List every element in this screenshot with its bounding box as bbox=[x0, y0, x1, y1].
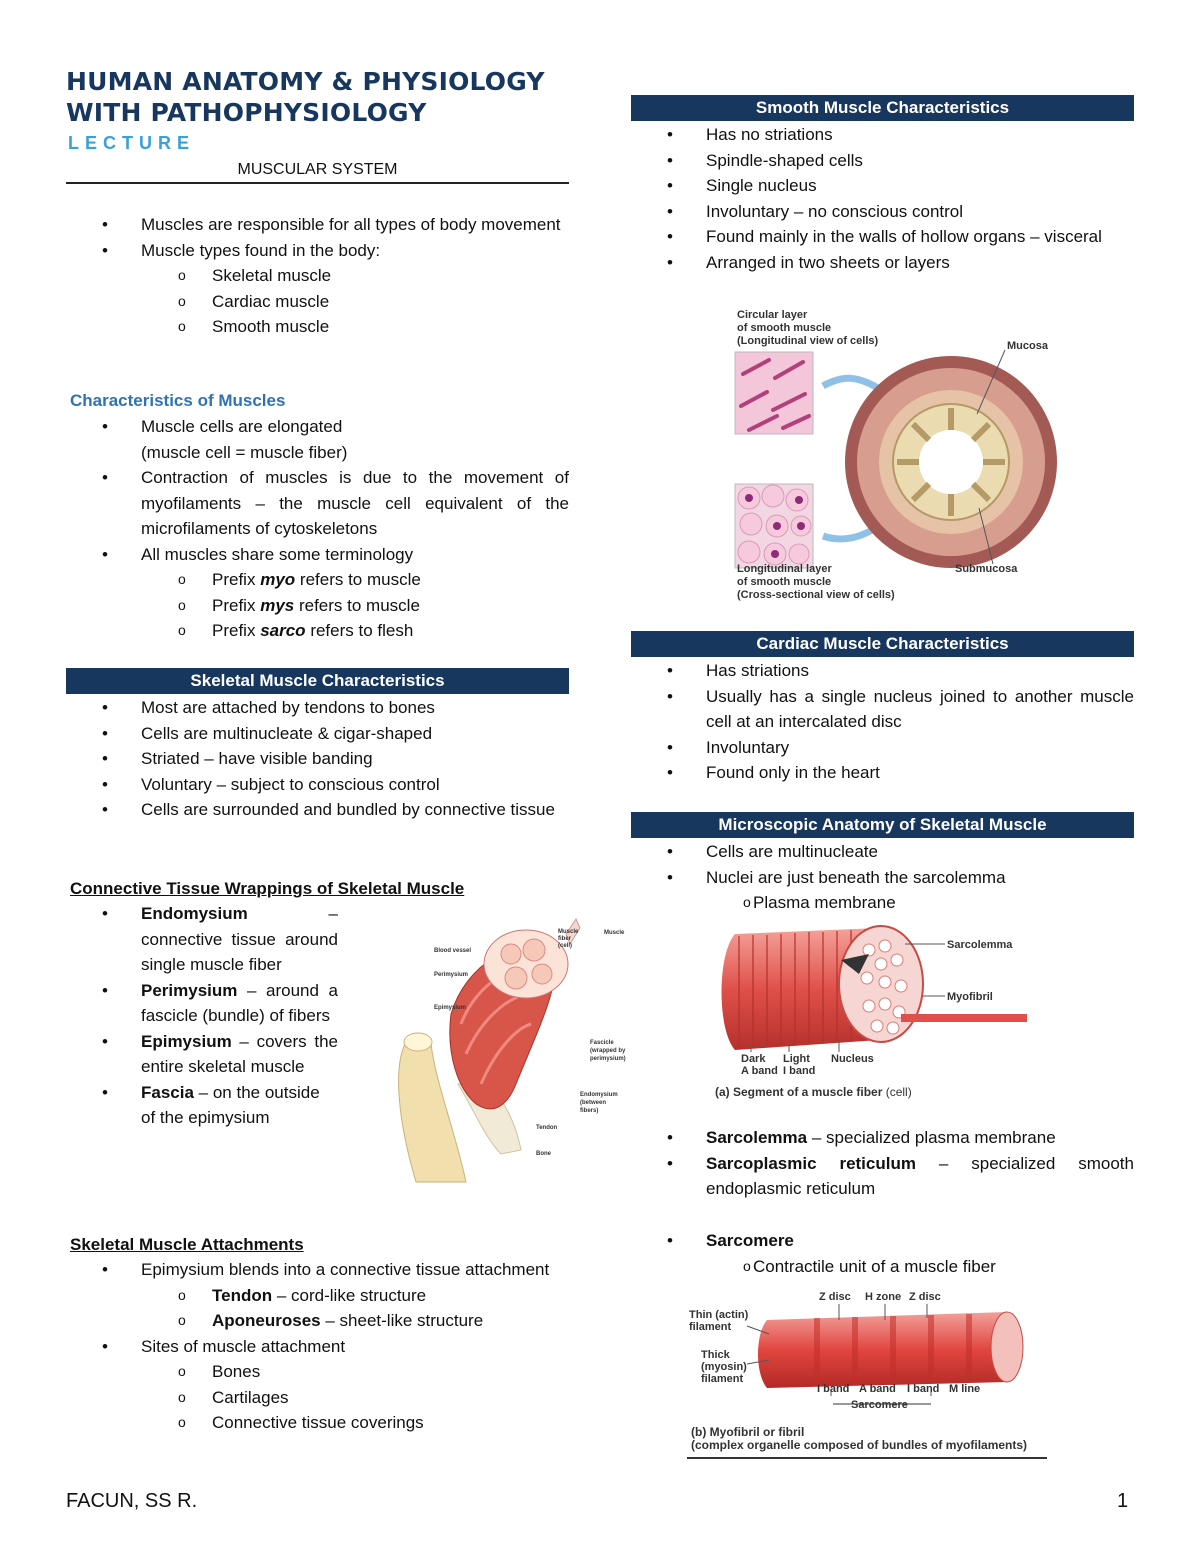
list-item: • Usually has a single nucleus joined to another muscle cell at an intercalated disc bbox=[631, 684, 1134, 735]
list-item: • Sarcoplasmic reticulum – specialized smooth endoplasmic reticulum bbox=[631, 1151, 1134, 1202]
title-line-2: WITH PATHOPHYSIOLOGY bbox=[66, 98, 427, 127]
sub-list-item: o Prefix sarco refers to flesh bbox=[66, 618, 569, 644]
micro-list bbox=[631, 839, 1134, 916]
list-item: • Cells are multinucleate bbox=[631, 839, 1134, 865]
label-endomysium: Endomysium bbox=[580, 1092, 618, 1098]
label-thick-filament-3: filament bbox=[701, 1373, 744, 1385]
list-item: • Single nucleus bbox=[631, 173, 1134, 199]
attachments-heading: Skeletal Muscle Attachments bbox=[70, 1235, 304, 1254]
sub-list-item: o Aponeuroses – sheet-like structure bbox=[66, 1308, 569, 1334]
list-item: • Epimysium – covers the entire skeletal muscle bbox=[66, 1029, 338, 1080]
list-item: • Fascia – on the outside of the epimysium bbox=[66, 1080, 338, 1131]
label-thick-filament: Thick bbox=[701, 1349, 730, 1361]
myofibril-figure bbox=[687, 1286, 1047, 1462]
sub-list-item: o Prefix myo refers to muscle bbox=[66, 567, 569, 593]
sub-list-item: o Tendon – cord-like structure bbox=[66, 1283, 569, 1309]
fiber-caption: (a) Segment of a muscle fiber (cell) bbox=[715, 1085, 912, 1099]
label-i-band: I band bbox=[783, 1065, 816, 1077]
myofibril-end bbox=[991, 1312, 1023, 1382]
label-longitudinal-layer-3: (Cross-sectional view of cells) bbox=[737, 589, 895, 601]
label-z-disc-1: Z disc bbox=[819, 1291, 851, 1303]
title-rule bbox=[66, 182, 569, 184]
list-item: • Muscle types found in the body: bbox=[66, 238, 569, 264]
list-item: • Found mainly in the walls of hollow organs – visceral bbox=[631, 224, 1134, 250]
list-item: • Sarcolemma – specialized plasma membrane bbox=[631, 1125, 1134, 1151]
list-item: • Muscles are responsible for all types of body movement bbox=[66, 212, 569, 238]
sub-list-item: o Smooth muscle bbox=[66, 314, 569, 340]
wrappings-list bbox=[66, 901, 338, 1131]
page-number: 1 bbox=[1117, 1490, 1129, 1512]
label-muscle-fiber: Muscle bbox=[604, 930, 625, 936]
list-item: • Sarcomere bbox=[631, 1228, 1134, 1254]
label-circular-layer: Circular layer bbox=[737, 309, 808, 321]
label-a-band: A band bbox=[859, 1383, 896, 1395]
label-m-line: M line bbox=[949, 1383, 981, 1395]
label-thin-filament-2: filament bbox=[689, 1321, 732, 1333]
attachments-list bbox=[66, 1257, 569, 1436]
footer-author: FACUN, SS R. bbox=[66, 1490, 198, 1512]
myofibril-caption-2: (complex organelle composed of bundles of myofilaments) bbox=[691, 1438, 1028, 1452]
sub-list-item: o Bones bbox=[66, 1359, 569, 1385]
label-nucleus: Nucleus bbox=[831, 1053, 874, 1065]
subject-heading: MUSCULAR SYSTEM bbox=[237, 161, 398, 178]
label-sarcolemma: Sarcolemma bbox=[947, 939, 1013, 951]
cardiac-list bbox=[631, 658, 1134, 786]
label-a-band: A band bbox=[741, 1065, 778, 1077]
list-item: • Muscle cells are elongated (muscle cell = muscle fiber) bbox=[66, 414, 569, 465]
list-item: • Perimysium – around a fascicle (bundle) of fibers bbox=[66, 978, 338, 1029]
characteristics-heading: Characteristics of Muscles bbox=[70, 391, 286, 410]
list-item: • Most are attached by tendons to bones bbox=[66, 695, 569, 721]
list-item: • Involuntary – no conscious control bbox=[631, 199, 1134, 225]
label-myofibril: Myofibril bbox=[947, 991, 993, 1003]
label-fascicle-2: (wrapped by bbox=[590, 1048, 626, 1054]
sub-list-item: o Skeletal muscle bbox=[66, 263, 569, 289]
label-muscle-fiber-text: Muscle fiber (cell) bbox=[558, 929, 579, 949]
skeletal-section-bar: Skeletal Muscle Characteristics bbox=[66, 668, 569, 694]
muscle-fiber-segment-figure bbox=[709, 920, 1039, 1106]
label-light: Light bbox=[783, 1053, 810, 1065]
cardiac-section-bar: Cardiac Muscle Characteristics bbox=[631, 631, 1134, 657]
list-item: • Striated – have visible banding bbox=[66, 746, 569, 772]
sub-list-item: o Cardiac muscle bbox=[66, 289, 569, 315]
label-dark: Dark bbox=[741, 1053, 766, 1065]
list-item: • Found only in the heart bbox=[631, 760, 1134, 786]
fascicle-circle bbox=[532, 964, 552, 984]
list-item: • Cells are surrounded and bundled by connective tissue bbox=[66, 797, 569, 823]
sarcomere-list bbox=[631, 1228, 1134, 1279]
sub-list-item: o Prefix mys refers to muscle bbox=[66, 593, 569, 619]
label-endomysium-3: fibers) bbox=[580, 1108, 599, 1114]
label-fascicle-3: perimysium) bbox=[590, 1056, 626, 1062]
list-item: • Epimysium blends into a connective tissue attachment bbox=[66, 1257, 569, 1283]
label-fascicle: Fascicle bbox=[590, 1040, 614, 1046]
label-h-zone: H zone bbox=[865, 1291, 902, 1303]
list-item: • Cells are multinucleate & cigar-shaped bbox=[66, 721, 569, 747]
title-line-1: HUMAN ANATOMY & PHYSIOLOGY bbox=[66, 67, 545, 96]
label-epimysium: Epimysium bbox=[434, 1005, 467, 1011]
sarcolemma-list bbox=[631, 1125, 1134, 1202]
myofibril-caption: (b) Myofibril or fibril bbox=[691, 1425, 805, 1439]
skeletal-list bbox=[66, 695, 569, 823]
list-item: • Nuclei are just beneath the sarcolemma bbox=[631, 865, 1134, 891]
smooth-muscle-figure bbox=[731, 304, 1051, 604]
arrow-to-circular-inset bbox=[823, 378, 881, 390]
micro-section-bar: Microscopic Anatomy of Skeletal Muscle bbox=[631, 812, 1134, 838]
list-item: • All muscles share some terminology bbox=[66, 542, 569, 568]
list-item: • Voluntary – subject to conscious control bbox=[66, 772, 569, 798]
sub-list-item: o Contractile unit of a muscle fiber bbox=[631, 1254, 1134, 1280]
bone-end bbox=[404, 1033, 432, 1051]
muscle-wrappings-figure bbox=[366, 914, 626, 1184]
fascicle-cross-section bbox=[484, 930, 568, 998]
label-blood-vessel: Blood vessel bbox=[434, 948, 472, 954]
label-thin-filament: Thin (actin) bbox=[689, 1309, 749, 1321]
label-tendon: Tendon bbox=[536, 1125, 558, 1131]
list-item: • Involuntary bbox=[631, 735, 1134, 761]
list-item: • Arranged in two sheets or layers bbox=[631, 250, 1134, 276]
label-mucosa: Mucosa bbox=[1007, 340, 1048, 352]
label-thick-filament-2: (myosin) bbox=[701, 1361, 747, 1373]
label-longitudinal-layer-2: of smooth muscle bbox=[737, 576, 832, 588]
label-sarcomere: Sarcomere bbox=[851, 1399, 908, 1411]
characteristics-list bbox=[66, 414, 569, 644]
label-circular-layer-3: (Longitudinal view of cells) bbox=[737, 335, 879, 347]
list-item: • Contraction of muscles is due to the movement of myofilaments – the muscle cell equivalent of the microfilaments of cytoskeletons bbox=[66, 465, 569, 542]
sub-list-item: o Cartilages bbox=[66, 1385, 569, 1411]
fascicle-circle bbox=[505, 967, 527, 989]
label-i-band-1: I band bbox=[817, 1383, 850, 1395]
label-i-band-2: I band bbox=[907, 1383, 940, 1395]
intro-list bbox=[66, 212, 569, 340]
list-item: • Sites of muscle attachment bbox=[66, 1334, 569, 1360]
sub-list-item: o Plasma membrane bbox=[631, 890, 1134, 916]
label-submucosa: Submucosa bbox=[955, 563, 1018, 575]
document-title bbox=[66, 66, 545, 128]
list-item: • Spindle-shaped cells bbox=[631, 148, 1134, 174]
label-endomysium-2: (between bbox=[580, 1100, 607, 1106]
list-item: • Has striations bbox=[631, 658, 1134, 684]
extruding-myofibril bbox=[901, 1014, 1027, 1022]
label-circular-layer-2: of smooth muscle bbox=[737, 322, 832, 334]
wrappings-heading: Connective Tissue Wrappings of Skeletal Muscle bbox=[70, 879, 465, 898]
list-item: • Endomysium – connective tissue around single muscle fiber bbox=[66, 901, 338, 978]
lecture-label: LECTURE bbox=[68, 133, 195, 153]
list-item: • Has no striations bbox=[631, 122, 1134, 148]
fascicle-circle bbox=[523, 939, 545, 961]
label-z-disc-2: Z disc bbox=[909, 1291, 941, 1303]
label-longitudinal-layer: Longitudinal layer bbox=[737, 563, 832, 575]
smooth-list bbox=[631, 122, 1134, 275]
label-perimysium: Perimysium bbox=[434, 972, 469, 978]
label-bone: Bone bbox=[536, 1151, 551, 1157]
smooth-section-bar: Smooth Muscle Characteristics bbox=[631, 95, 1134, 121]
sub-list-item: o Connective tissue coverings bbox=[66, 1410, 569, 1436]
fascicle-circle bbox=[501, 944, 521, 964]
